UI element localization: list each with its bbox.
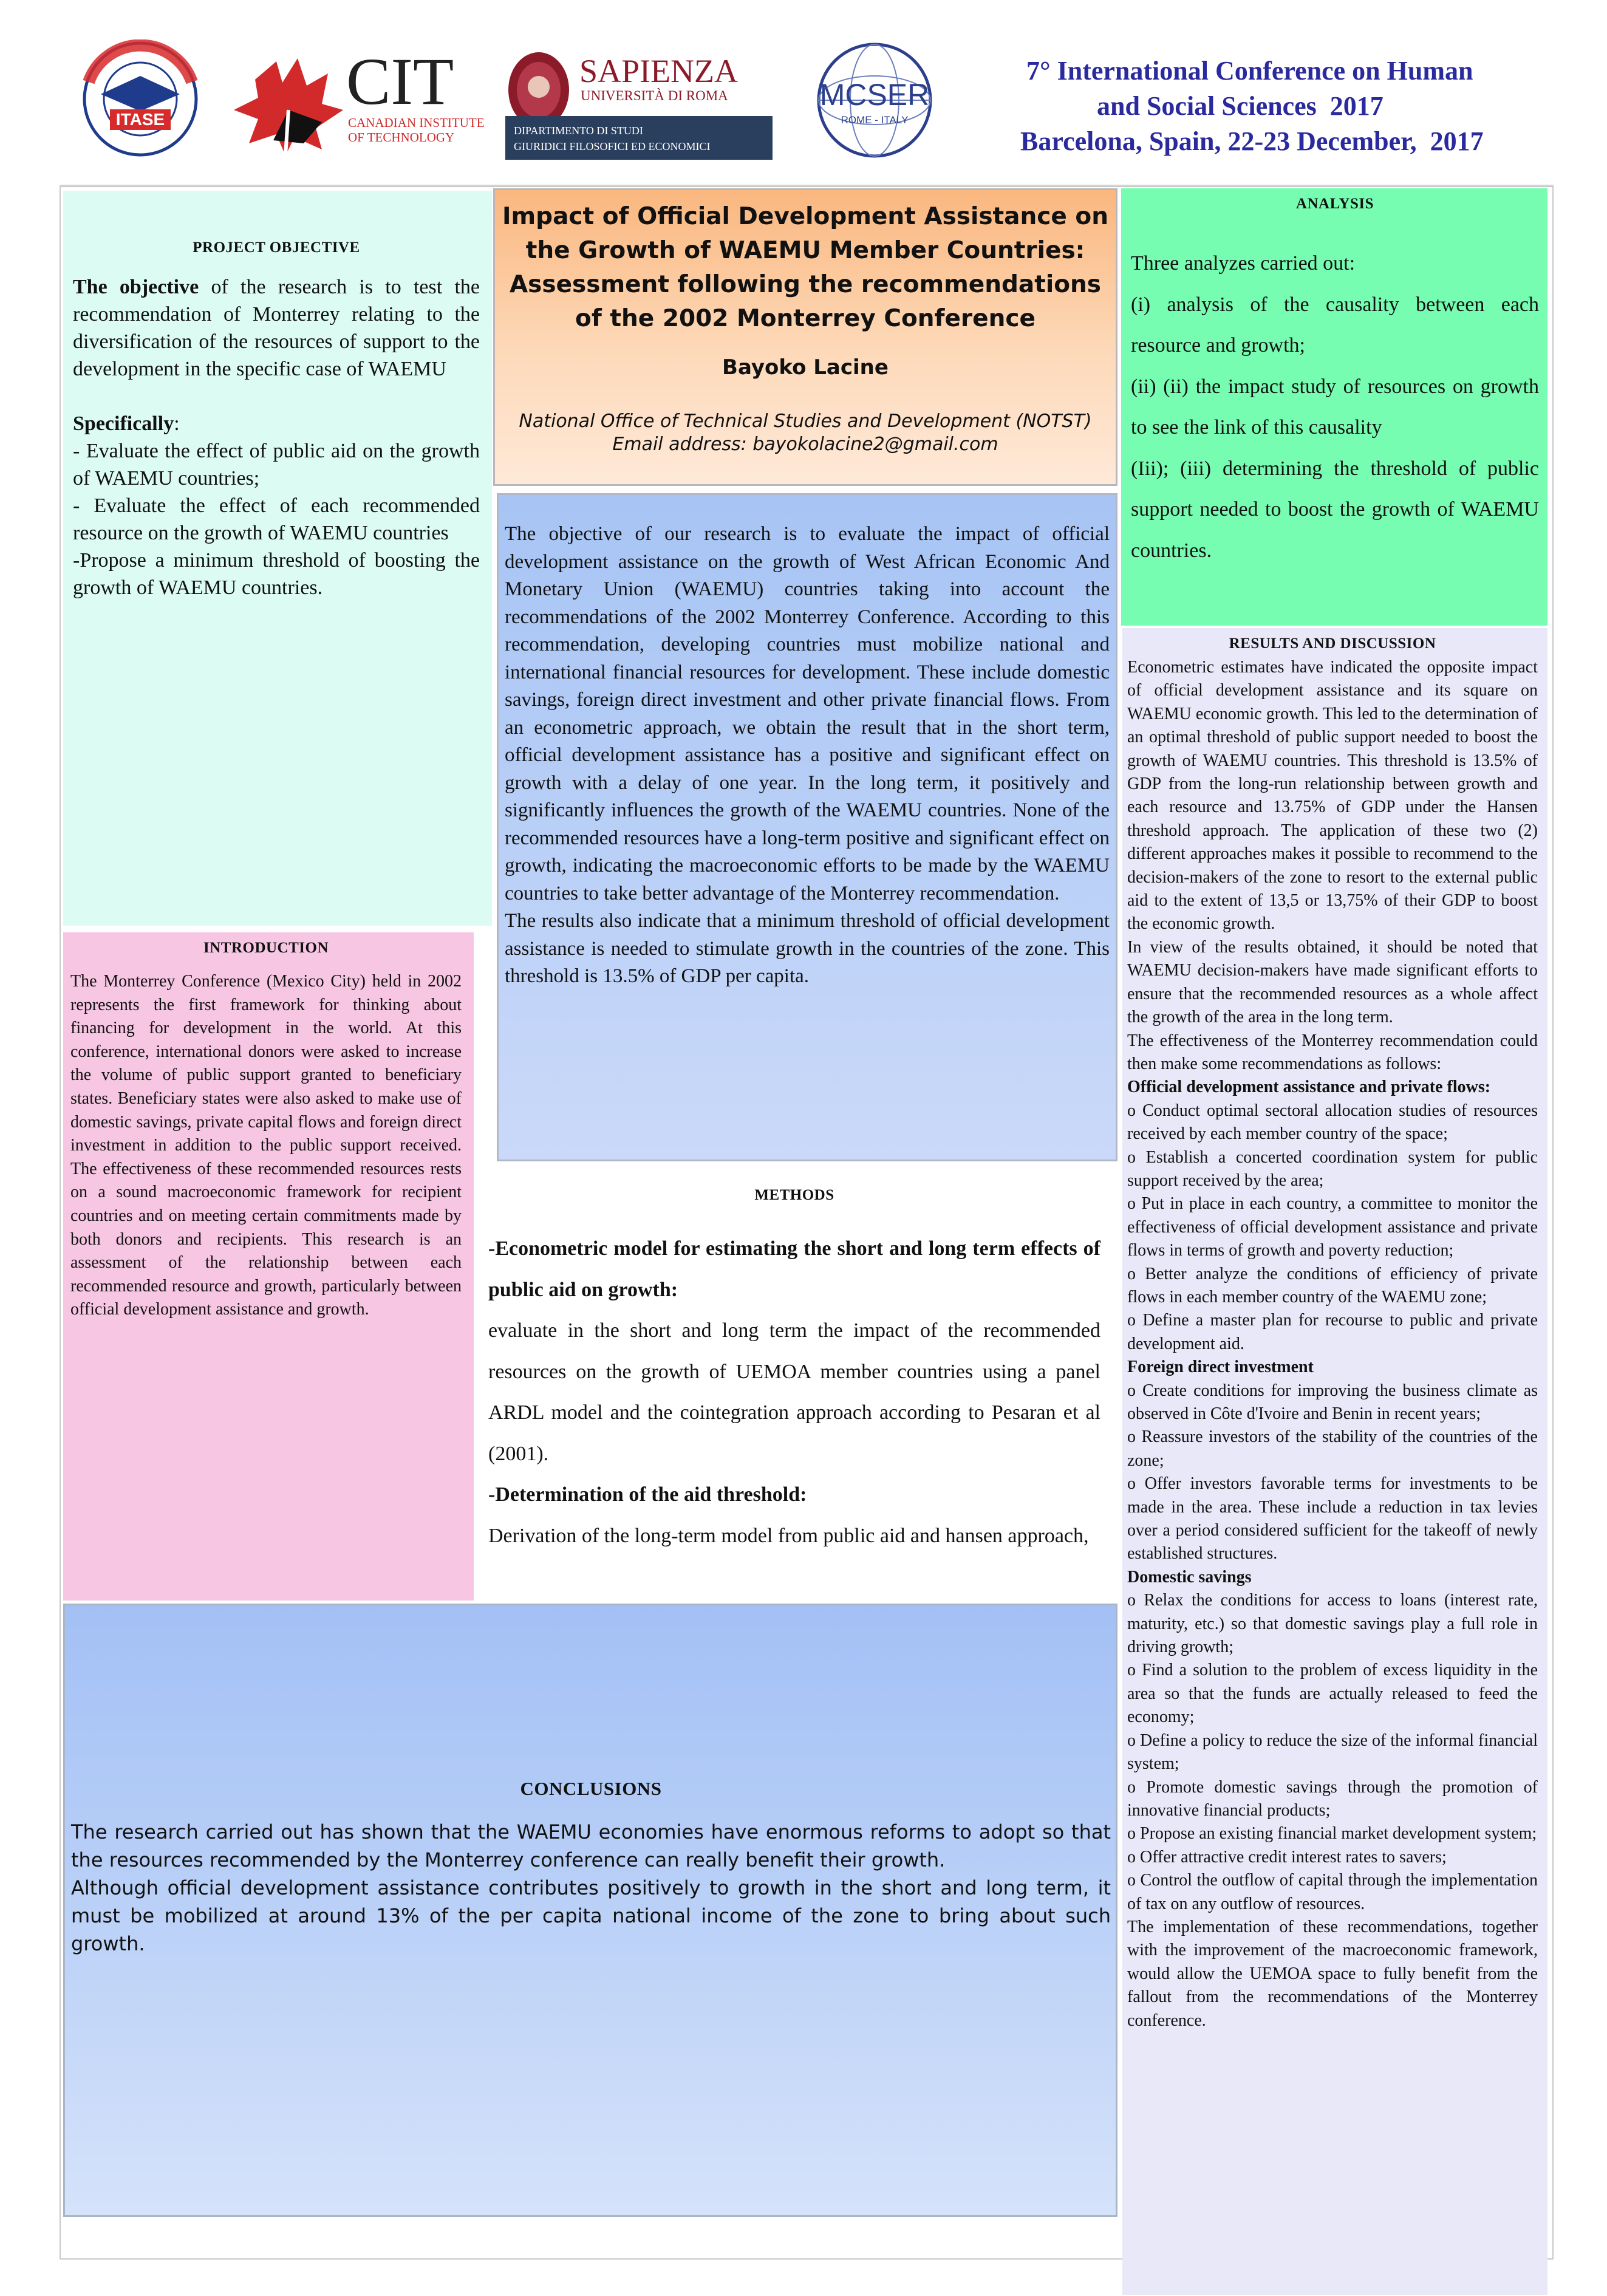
analysis-line: (i) analysis of the causality between each resource and growth; [1131,293,1539,357]
results-item: o Find a solution to the problem of excess liquidity in the area so that the funds are actually released to feed the economy; [1127,1661,1538,1727]
results-body [1127,656,1538,2032]
results-item: o Put in place in each country, a committee to monitor the effectiveness of official development assistance and private flows in terms of growth and poverty reduction; [1127,1194,1538,1260]
analysis-heading: ANALYSIS [1295,196,1374,212]
conclusions-heading: CONCLUSIONS [520,1778,662,1799]
title-box [493,188,1117,486]
cit-acronym: CIT [346,44,454,118]
objective-lead-rest: of the research is to test the recommendation of Monterrey relating to the diversification of the resources of support to the development in the specific case of WAEMU [73,276,480,380]
results-item: o Create conditions for improving the business climate as observed in Côte d'Ivoire and Benin in recent years; [1127,1381,1538,1423]
methods-panel [480,1161,1111,1602]
objective-heading: PROJECT OBJECTIVE [193,239,360,256]
results-heading: RESULTS AND DISCUSSION [1229,635,1436,652]
conclusions-paragraph: The research carried out has shown that the WAEMU economies have enormous reforms to adopt so that the resources recommended by the Monterrey conference can really benefit their growth. [71,1820,1111,1871]
results-item: o Conduct optimal sectoral allocation studies of resources received by each member country of the space; [1127,1101,1538,1144]
sapienza-seal-icon [505,44,773,160]
conference-line-1: 7° International Conference on Human [1026,56,1473,86]
conclusions-body [71,1818,1111,1958]
conference-info [990,53,1573,159]
introduction-panel [63,932,474,1601]
results-panel [1122,628,1547,2295]
methods-paragraph: evaluate in the short and long term the impact of the recommended resources on the growth of UEMOA member countries using a panel ARDL model and the cointegration approach according to Pesaran et al (2001). [488,1319,1100,1465]
results-item: o Define a master plan for recourse to public and private development aid. [1127,1311,1538,1353]
methods-body [488,1228,1100,1556]
sapienza-sub: UNIVERSITÀ DI ROMA [581,88,728,103]
abstract-panel [497,493,1117,1161]
cit-logo [231,37,510,159]
results-item: o Define a policy to reduce the size of the informal financial system; [1127,1731,1538,1774]
results-paragraph: The effectiveness of the Monterrey recommendation could then make some recommendations as follows: [1127,1031,1538,1073]
abstract-body [505,521,1110,991]
results-closing: The implementation of these recommendations, together with the improvement of the macroeconomic framework, would allow the UEMOA space to fully benefit from the fallout from the recommendations of the Monterrey conference. [1127,1917,1538,2030]
results-item: o Promote domestic savings through the promotion of innovative financial products; [1127,1777,1538,1820]
results-item: o Reassure investors of the stability of the countries of the zone; [1127,1427,1538,1470]
analysis-line: (Iii); (iii) determining the threshold of public support needed to boost the growth of WAEMU countries. [1131,457,1539,562]
objective-panel [63,191,492,926]
results-item: o Relax the conditions for access to loans (interest rate, maturity, etc.) so that domestic savings play a full role in driving growth; [1127,1591,1538,1657]
objective-item: -Propose a minimum threshold of boosting the growth of WAEMU countries. [73,549,480,599]
methods-subheading: -Econometric model for estimating the short and long term effects of public aid on growth: [488,1237,1100,1301]
mcser-logo [799,39,950,161]
results-item: o Control the outflow of capital through the implementation of tax on any outflow of resources. [1127,1871,1538,1913]
analysis-line: (ii) (ii) the impact study of resources on growth to see the link of this causality [1131,375,1539,439]
results-paragraph: Econometric estimates have indicated the opposite impact of official development assistance and its square on WAEMU economic growth. This led to the determination of an optimal threshold of public support needed to boost the growth of WAEMU countries. This threshold is 13.5% of GDP from the long-run relationship between growth and each resource and 13.75% of GDP under the Hansen threshold approach. The application of these two (2) different approaches makes it possible to recommend to the decision-makers of the zone to resort to the external public aid to the extent of 13,5 or 13,75% of their GDP to boost the economic growth. [1127,658,1538,934]
objective-body [73,273,480,601]
objective-item: - Evaluate the effect of each recommended resource on the growth of WAEMU countries [73,494,480,544]
results-group-title [1127,1566,1538,1589]
results-item: o Propose an existing financial market development system; [1127,1824,1537,1843]
mcser-globe-icon [799,39,950,161]
conference-line-2: and Social Sciences 2017 [1097,91,1384,121]
conference-line-3: Barcelona, Spain, 22-23 December, 2017 [1020,126,1484,156]
affiliation-institution: National Office of Technical Studies and Development (NOTST) [519,411,1092,432]
results-group-title-text: Domestic savings [1127,1567,1252,1587]
cit-line1: CANADIAN INSTITUTE [348,115,485,130]
abstract-paragraph: The objective of our research is to evaluate the impact of official development assistance on the growth of West African Economic And Monetary Union (WAEMU) countries taking into account the recommendations of the 2002 Monterrey Conference. According to this recommendation, developing countries must mobilize national and international financial resources for development. These include domestic savings, foreign direct investment and other private financial flows. From an econometric approach, we obtain the result that in the short term, official development assistance has a positive and significant effect on growth with a delay of one year. In the long term, it positively and significantly influences the growth of the WAEMU countries. None of the recommended resources have a long-term positive and significant effect on growth, indicating the macroeconomic efforts to be made by the WAEMU countries to take better advantage of the Monterrey recommendation. [505,523,1110,904]
specifically-colon: : [174,412,180,435]
results-item: o Establish a concerted coordination system for public support received by the area; [1127,1147,1538,1190]
methods-heading: METHODS [754,1187,834,1203]
mcser-name: MCSER [819,78,930,112]
sapienza-name: SAPIENZA [579,53,739,89]
conclusions-panel [63,1604,1117,2217]
author-email: Email address: bayokolacine2@gmail.com [612,434,998,455]
itase-logo [70,39,210,158]
abstract-paragraph: The results also indicate that a minimum threshold of official development assistance is needed to stimulate growth in the countries of the zone. This threshold is 13.5% of GDP per capita. [505,910,1110,987]
results-item: o Offer attractive credit interest rates to savers; [1127,1847,1447,1867]
objective-lead [73,273,480,383]
sapienza-dept2: GIURIDICI FILOSOFICI ED ECONOMICI [514,140,711,152]
objective-lead-bold: The objective [73,276,199,298]
results-group-title [1127,1356,1538,1379]
results-group-title-text: Foreign direct investment [1127,1358,1314,1377]
results-group-title [1127,1076,1538,1099]
specifically-label: Specifically [73,412,174,435]
results-item: o Better analyze the conditions of efficiency of private flows in each member country of the WAEMU zone; [1127,1264,1538,1307]
itase-text: ITASE [115,110,165,129]
author-name: Bayoko Lacine [722,355,889,380]
introduction-heading: INTRODUCTION [203,940,329,956]
introduction-text: The Monterrey Conference (Mexico City) held in 2002 represents the first framework for thinking about financing for development in the world. At this conference, international donors were asked to increase the volume of public support granted to beneficiary states. Beneficiary states were also asked to make use of domestic savings, private capital flows and foreign direct investment in addition to the public support received. The effectiveness of these recommended resources rests on a sound macroeconomic framework for recipient countries and on meeting certain commitments made by both donors and recipients. This research is an assessment of the relationship between each recommended resource and growth, particularly between official development assistance and growth. [70,972,462,1319]
objective-specifically [73,410,480,437]
mcser-sub: ROME - ITALY [841,114,909,126]
cit-line2: OF TECHNOLOGY [348,130,455,145]
analysis-line: Three analyzes carried out: [1131,252,1356,275]
results-item: o Offer investors favorable terms for investments to be made in the area. These include a reduction in tax levies over a period considered sufficient for the takeoff of newly established structures. [1127,1474,1538,1563]
results-paragraph: In view of the results obtained, it should be noted that WAEMU decision-makers have made significant efforts to ensure that the recommended resources as a whole affect the growth of the area in the long term. [1127,937,1538,1027]
analysis-panel [1121,188,1547,626]
poster-title: Impact of Official Development Assistance on the Growth of WAEMU Member Countries: Assessment following the recommendations of the 2002 Monterrey Conference [502,203,1108,332]
maple-leaf-icon [231,37,510,159]
results-group-title-text: Official development assistance and private flows: [1127,1078,1491,1097]
affiliation [495,410,1116,456]
sapienza-logo [505,44,773,160]
sapienza-dept1: DIPARTIMENTO DI STUDI [514,125,643,137]
conclusions-paragraph: Although official development assistance contributes positively to growth in the short and long term, it must be mobilized at around 13% of the per capita national income of the zone to bring about such growth. [71,1876,1111,1955]
logo-strip [67,33,966,164]
itase-emblem [70,39,210,158]
analysis-body [1131,243,1539,571]
methods-subheading: -Determination of the aid threshold: [488,1483,807,1506]
objective-item: - Evaluate the effect of public aid on the growth of WAEMU countries; [73,440,480,490]
methods-paragraph: Derivation of the long-term model from public aid and hansen approach, [488,1524,1089,1547]
